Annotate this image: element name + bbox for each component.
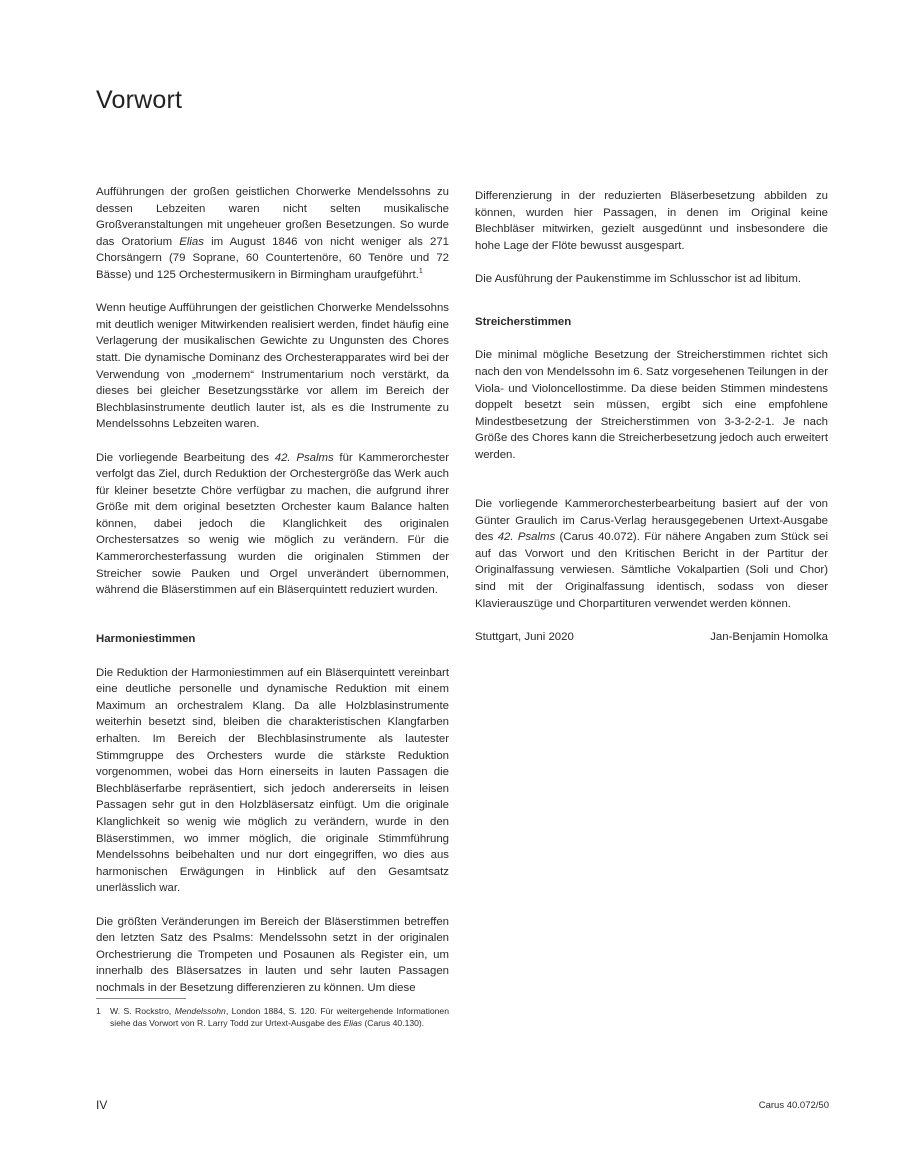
signature-line — [475, 629, 828, 646]
paragraph — [475, 496, 828, 612]
paragraph: Wenn heutige Aufführungen der geistlichen Chorwerke Mendelssohns mit deutlich weniger Mitwirkenden realisiert werden, findet häufig eine Verlagerung der musikalischen Gewichte zu Ungunsten des Chores statt. Die dynamische Dominanz des Orchesterapparates wird bei der Verwendung von „modernem“ Instrumentarium noch verstärkt, da dieses bei gleicher Besetzungsstärke vor allem im Bereich der Blechblasinstrumente deutlich lauter ist, als es die Instrumente zu Mendelssohns Lebzeiten waren. — [96, 302, 449, 431]
paragraph: Die größten Veränderungen im Bereich der Bläserstimmen betreffen den letzten Satz des Psalms: Mendelssohn setzt in der originalen Orchestrierung die Trompeten und Posaunen als Register ein, um innerhalb des Bläsersatzes in lauten und sehr lauten Passagen nochmals in der Besetzung differenzieren zu können. Um diese — [96, 915, 449, 994]
right-column — [475, 188, 828, 645]
paragraph: Die Ausführung der Paukenstimme im Schlusschor ist ad libitum. — [475, 272, 802, 285]
text-run: im August 1846 von nicht weniger als 271 Chorsängern (79 Soprane, 60 Countertenöre, 60 Tenöre und 72 Bässe) und 125 Orchestermusikern in Birmingham uraufgeführt. — [96, 235, 449, 281]
footnote — [96, 1005, 449, 1030]
footnote-mark: 1 — [96, 1006, 101, 1016]
text-run: Die vorliegende Bearbeitung des — [96, 451, 275, 464]
paragraph — [96, 184, 449, 284]
paragraph: Die minimal mögliche Besetzung der Streicherstimmen richtet sich nach den von Mendelssohn im 6. Satz vorgesehenen Teilungen in der Viola- und Violoncellostimme. Da diese beiden Stimmen mindestens doppelt besetzt sein müssen, ergibt sich eine empfohlene Mindestbesetzung der Streicherstimmen von 3-3-2-2-1. Je nach Größe des Chores kann die Streicherbesetzung jedoch auch erweitert werden. — [475, 349, 828, 461]
catalog-number: Carus 40.072/50 — [758, 1100, 829, 1111]
text-run: Aufführungen der großen geistlichen Chorwerke Mendelssohns zu dessen Lebzeiten waren nicht selten musikalische Großveranstaltungen mit ungeheuer großen Besetzungen. So wurde das Oratorium — [96, 186, 449, 248]
page-title: Vorwort — [96, 86, 183, 114]
page-number: IV — [96, 1098, 108, 1112]
footnote-reference[interactable]: 1 — [418, 268, 423, 276]
work-title: 42. Psalms — [497, 531, 556, 544]
paragraph: Die Reduktion der Harmoniestimmen auf ein Bläserquintett vereinbart eine deutliche personelle und dynamische Reduktion mit einem Maximum an orchestralem Klang. Da alle Holzblasinstrumente weiterhin besetzt sind, bleiben die charakteristischen Klangfarben erhalten. Im Bereich der Blechblasinstrumente als lautester Stimmgruppe des Orchesters wurde die stärkste Reduktion vorgenommen, wobei das Horn einerseits in lauten Passagen die Blechbläserfarbe repräsentiert, sich jedoch andererseits in leisen Passagen sehr gut in den Holzbläsersatz einfügt. Um die originale Klanglichkeit so wenig wie möglich zu verändern, wurde in den Bläserstimmen, wo immer möglich, die originale Stimmführung Mendelssohns beibehalten und nur dort eingegriffen, wo dies aus harmonischen Erwägungen in Hinblick auf den Gesamtsatz unerlässlich war. — [96, 666, 449, 895]
text-run: (Carus 40.072). Für nähere Angaben zum Stück sei auf das Vorwort und den Kritischen Bericht in der Partitur der Originalfassung verwiesen. Sämtliche Vokalpartien (Soli und Chor) sind mit der Originalfassung identisch, sodass von dieser Klavierauszüge und Chorpartituren verwendet werden können. — [475, 531, 828, 610]
paragraph: Differenzierung in der reduzierten Bläserbesetzung abbilden zu können, wurden hier Passagen, in denen im Original keine Blechbläser mitwirken, gezielt ausgedünnt und insbesondere die hohe Lage der Flöte bewusst ausgespart. — [475, 190, 828, 252]
footnote-text — [110, 1005, 449, 1030]
work-title: Elias — [179, 235, 204, 248]
place-date: Stuttgart, Juni 2020 — [475, 630, 574, 643]
section-heading-harmoniestimmen: Harmoniestimmen — [96, 633, 196, 646]
left-column — [96, 184, 449, 1013]
section-heading-streicherstimmen: Streicherstimmen — [475, 316, 572, 329]
text-run: W. S. Rockstro, — [110, 1006, 175, 1016]
text-run: Die vorliegende Kammerorchesterbearbeitung basiert auf der von Günter Graulich im Carus-Verlag herausgegebenen Urtext-Ausgabe des — [475, 498, 828, 544]
work-title: Elias — [343, 1018, 363, 1029]
paragraph — [96, 450, 449, 599]
book-title: Mendelssohn — [174, 1006, 226, 1016]
footnote-divider — [96, 998, 186, 999]
work-title: 42. Psalms — [274, 451, 334, 464]
text-run: für Kammerorchester verfolgt das Ziel, durch Reduktion der Orchestergröße das Werk auch für kleiner besetzte Chöre verfügbar zu machen, die aufgrund ihrer Größe mit dem original besetzten Orchester kaum Balance halten können, dabei jedoch die Klanglichkeit des originalen Orchestersatzes so wenig wie möglich zu verändern. Für die Kammerorchesterfassung wurden die originalen Stimmen der Streicher sowie Pauken und Orgel unverändert übernommen, während die Bläserstimmen auf ein Bläserquintett reduziert wurden. — [96, 451, 449, 597]
text-run: (Carus 40.130). — [362, 1018, 425, 1029]
text-run: , London 1884, S. 120. Für weitergehende Informationen siehe das Vorwort von R. Larry Todd zur Urtext-Ausgabe des — [110, 1006, 449, 1029]
author-name: Jan-Benjamin Homolka — [710, 630, 828, 643]
